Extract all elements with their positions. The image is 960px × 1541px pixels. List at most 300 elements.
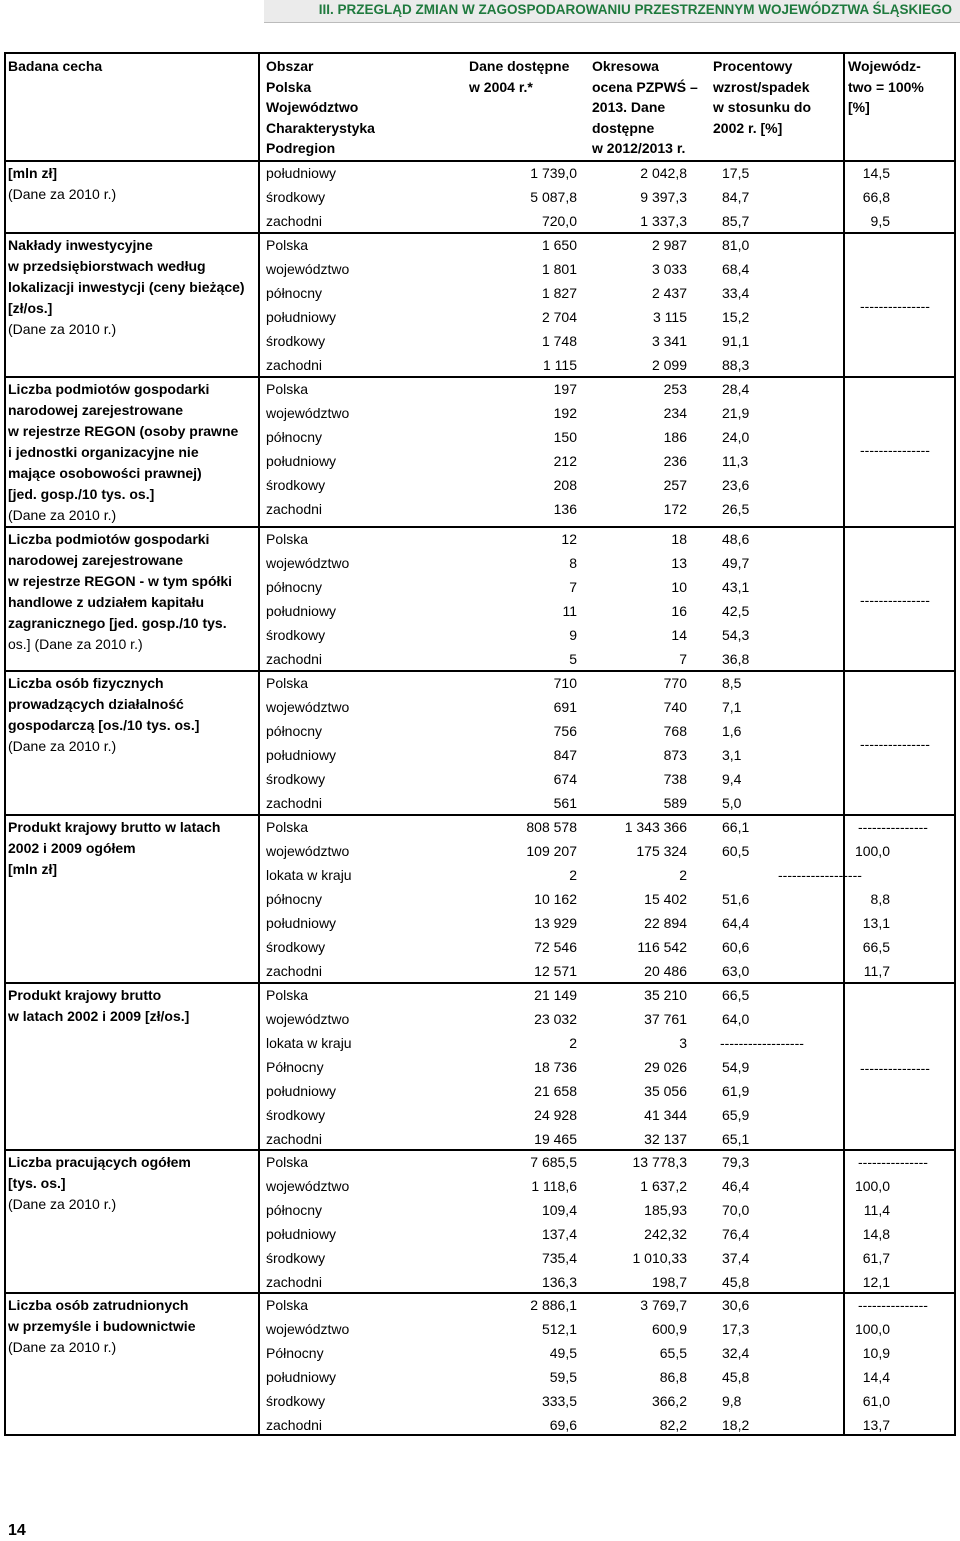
area-cell: południowy xyxy=(266,1226,337,1242)
area-cell: północny xyxy=(266,1202,323,1218)
area-cell: Polska xyxy=(266,381,309,397)
share-dash: --------------- xyxy=(860,442,930,458)
change-cell: 85,7 xyxy=(722,213,750,229)
feature-label-line: Nakłady inwestycyjne xyxy=(8,237,153,253)
change-cell: 88,3 xyxy=(722,357,750,373)
value-2004-cell: 11 xyxy=(562,603,577,619)
header-area-line: Podregion xyxy=(266,140,336,156)
group-divider xyxy=(4,670,956,672)
header-share xyxy=(848,56,924,118)
header-area-line: Charakterystyka xyxy=(266,119,375,136)
change-cell: 54,3 xyxy=(722,627,750,643)
feature-label-line: w rejestrze REGON - w tym spółki xyxy=(8,573,233,589)
value-pzpws-cell: 242,32 xyxy=(644,1226,687,1242)
change-cell: ------------------ xyxy=(778,867,862,883)
area-cell: północny xyxy=(266,891,323,907)
feature-label-line: (Dane za 2010 r.) xyxy=(8,1196,117,1212)
change-cell: 60,5 xyxy=(722,843,750,859)
value-2004-cell: 19 465 xyxy=(534,1131,577,1147)
feature-label-line: mające osobowości prawnej) xyxy=(8,465,202,481)
feature-label xyxy=(8,379,258,526)
change-cell: 3,1 xyxy=(722,747,742,763)
share-cell: 12,1 xyxy=(862,1274,890,1290)
value-2004-cell: 512,1 xyxy=(541,1321,577,1337)
value-2004-cell: 2 xyxy=(569,1035,577,1051)
change-cell: 66,1 xyxy=(722,819,750,835)
area-cell: województwo xyxy=(266,555,350,571)
value-2004-cell: 5 087,8 xyxy=(530,189,577,205)
header-change-line: 2002 r. [%] xyxy=(713,119,783,136)
change-cell: 28,4 xyxy=(722,381,750,397)
feature-label-line: [mln zł] xyxy=(8,165,57,181)
area-cell: Polska xyxy=(266,531,309,547)
feature-label-line: lokalizacji inwestycji (ceny bieżące) xyxy=(8,279,245,295)
header-share-line: two = 100% xyxy=(848,78,924,95)
value-pzpws-cell: 3 xyxy=(679,1035,687,1051)
value-2004-cell: 847 xyxy=(553,747,577,763)
header-change-line: w stosunku do xyxy=(713,99,811,115)
value-2004-cell: 7 xyxy=(569,579,577,595)
share-cell: --------------- xyxy=(858,1297,928,1313)
value-2004-cell: 720,0 xyxy=(541,213,577,229)
feature-label xyxy=(8,529,258,655)
value-pzpws-cell: 13 xyxy=(671,555,687,571)
value-2004-cell: 49,5 xyxy=(549,1345,577,1361)
share-cell: 14,5 xyxy=(862,165,890,181)
feature-label-line: [jed. gosp./10 tys. os.] xyxy=(8,486,155,502)
value-pzpws-cell: 37 761 xyxy=(644,1011,687,1027)
value-pzpws-cell: 186 xyxy=(663,429,687,445)
feature-label-line: (Dane za 2010 r.) xyxy=(8,321,117,337)
value-pzpws-cell: 82,2 xyxy=(659,1417,687,1433)
header-share-line: [%] xyxy=(848,99,870,115)
feature-label xyxy=(8,673,258,757)
feature-label-line: (Dane za 2010 r.) xyxy=(8,507,117,523)
value-pzpws-cell: 22 894 xyxy=(644,915,687,931)
value-2004-cell: 691 xyxy=(553,699,577,715)
value-pzpws-cell: 2 042,8 xyxy=(640,165,687,181)
value-2004-cell: 137,4 xyxy=(541,1226,577,1242)
feature-label-line: gospodarczą [os./10 tys. os.] xyxy=(8,717,200,733)
area-cell: województwo xyxy=(266,405,350,421)
change-cell: 61,9 xyxy=(722,1083,750,1099)
change-cell: 65,9 xyxy=(722,1107,750,1123)
group-divider xyxy=(4,1292,956,1294)
group-divider xyxy=(4,1149,956,1151)
header-change-line: Procentowy xyxy=(713,58,793,74)
value-2004-cell: 150 xyxy=(553,429,577,445)
header-feature-line: Badana cecha xyxy=(8,58,103,74)
change-cell: 5,0 xyxy=(722,795,742,811)
value-2004-cell: 212 xyxy=(553,453,577,469)
header-pzpws-line: dostępne xyxy=(592,119,655,136)
area-cell: lokata w kraju xyxy=(266,1035,352,1051)
change-cell: 18,2 xyxy=(722,1417,750,1433)
area-cell: zachodni xyxy=(266,1274,323,1290)
value-2004-cell: 1 748 xyxy=(541,333,577,349)
running-header xyxy=(264,0,960,23)
change-cell: 48,6 xyxy=(722,531,750,547)
group-divider xyxy=(4,982,956,984)
change-cell: 65,1 xyxy=(722,1131,750,1147)
change-cell: 68,4 xyxy=(722,261,750,277)
area-cell: zachodni xyxy=(266,963,323,979)
feature-label xyxy=(8,163,258,205)
change-cell: 45,8 xyxy=(722,1274,750,1290)
area-cell: Polska xyxy=(266,675,309,691)
change-cell: 21,9 xyxy=(722,405,750,421)
change-cell: 64,4 xyxy=(722,915,750,931)
feature-label-line: Liczba osób fizycznych xyxy=(8,675,164,691)
value-2004-cell: 24 928 xyxy=(534,1107,577,1123)
area-cell: województwo xyxy=(266,1321,350,1337)
value-2004-cell: 12 xyxy=(561,531,577,547)
value-2004-cell: 735,4 xyxy=(541,1250,577,1266)
value-2004-cell: 5 xyxy=(569,651,577,667)
area-cell: południowy xyxy=(266,453,337,469)
header-pzpws-line: ocena PZPWŚ – xyxy=(592,78,698,95)
value-pzpws-cell: 65,5 xyxy=(659,1345,687,1361)
value-pzpws-cell: 3 033 xyxy=(651,261,687,277)
header-pzpws-line: 2013. Dane xyxy=(592,99,666,115)
feature-label-line: w przemyśle i budownictwie xyxy=(8,1318,196,1334)
area-cell: południowy xyxy=(266,1083,337,1099)
share-cell: 61,7 xyxy=(862,1250,890,1266)
value-2004-cell: 1 650 xyxy=(541,237,577,253)
share-cell: 100,0 xyxy=(854,843,890,859)
feature-label-line: (Dane za 2010 r.) xyxy=(8,1339,117,1355)
feature-label-line: prowadzących działalność xyxy=(8,696,184,712)
value-2004-cell: 72 546 xyxy=(534,939,577,955)
area-cell: środkowy xyxy=(266,333,326,349)
group-divider xyxy=(4,232,956,234)
value-2004-cell: 21 658 xyxy=(534,1083,577,1099)
value-2004-cell: 136 xyxy=(553,501,577,517)
header-area xyxy=(266,56,375,159)
value-2004-cell: 136,3 xyxy=(541,1274,577,1290)
area-cell: północny xyxy=(266,723,323,739)
feature-label-line: Liczba podmiotów gospodarki xyxy=(8,531,210,547)
value-pzpws-cell: 7 xyxy=(679,651,687,667)
area-cell: Polska xyxy=(266,237,309,253)
feature-label-line: handlowe z udziałem kapitału xyxy=(8,594,205,610)
header-pzpws xyxy=(592,56,698,159)
feature-label-line: narodowej zarejestrowane xyxy=(8,552,184,568)
share-dash: --------------- xyxy=(860,1060,930,1076)
value-2004-cell: 756 xyxy=(553,723,577,739)
header-change xyxy=(713,56,811,138)
change-cell: 17,5 xyxy=(722,165,750,181)
area-cell: środkowy xyxy=(266,477,326,493)
change-cell: ------------------ xyxy=(720,1035,804,1051)
value-pzpws-cell: 14 xyxy=(671,627,687,643)
feature-label-line: w latach 2002 i 2009 [zł/os.] xyxy=(8,1008,190,1024)
value-pzpws-cell: 41 344 xyxy=(644,1107,687,1123)
change-cell: 17,3 xyxy=(722,1321,750,1337)
share-cell: 14,8 xyxy=(862,1226,890,1242)
value-2004-cell: 7 685,5 xyxy=(530,1154,577,1170)
area-cell: województwo xyxy=(266,699,350,715)
value-pzpws-cell: 116 542 xyxy=(637,939,687,955)
value-2004-cell: 197 xyxy=(553,381,577,397)
feature-label-line: Produkt krajowy brutto xyxy=(8,987,162,1003)
area-cell: środkowy xyxy=(266,627,326,643)
share-cell: --------------- xyxy=(858,819,928,835)
change-cell: 51,6 xyxy=(722,891,750,907)
value-2004-cell: 333,5 xyxy=(541,1393,577,1409)
value-2004-cell: 192 xyxy=(553,405,577,421)
feature-label-line: Liczba podmiotów gospodarki xyxy=(8,381,210,397)
value-2004-cell: 69,6 xyxy=(549,1417,577,1433)
area-cell: Północny xyxy=(266,1345,324,1361)
feature-label xyxy=(8,1295,258,1358)
feature-label-line: i jednostki organizacyjne nie xyxy=(8,444,199,460)
area-cell: województwo xyxy=(266,1178,350,1194)
feature-label xyxy=(8,817,258,880)
value-pzpws-cell: 35 056 xyxy=(644,1083,687,1099)
change-cell: 64,0 xyxy=(722,1011,750,1027)
feature-label-line: zagranicznego [jed. gosp./10 tys. xyxy=(8,615,227,631)
value-pzpws-cell: 589 xyxy=(663,795,687,811)
value-pzpws-cell: 768 xyxy=(663,723,687,739)
feature-label-line: w przedsiębiorstwach według xyxy=(8,258,206,274)
value-2004-cell: 18 736 xyxy=(534,1059,577,1075)
change-cell: 32,4 xyxy=(722,1345,750,1361)
value-2004-cell: 1 801 xyxy=(541,261,577,277)
change-cell: 70,0 xyxy=(722,1202,750,1218)
group-divider xyxy=(4,376,956,378)
value-pzpws-cell: 873 xyxy=(663,747,687,763)
value-2004-cell: 1 118,6 xyxy=(531,1178,577,1194)
area-cell: województwo xyxy=(266,261,350,277)
header-area-line: Obszar xyxy=(266,58,314,74)
group-divider xyxy=(4,814,956,816)
value-2004-cell: 109,4 xyxy=(541,1202,577,1218)
area-cell: zachodni xyxy=(266,1417,323,1433)
value-pzpws-cell: 9 397,3 xyxy=(640,189,687,205)
change-cell: 60,6 xyxy=(722,939,750,955)
area-cell: środkowy xyxy=(266,189,326,205)
header-feature xyxy=(8,56,102,77)
value-pzpws-cell: 2 099 xyxy=(651,357,687,373)
area-cell: zachodni xyxy=(266,357,323,373)
value-pzpws-cell: 29 026 xyxy=(644,1059,687,1075)
running-header-title: III. PRZEGLĄD ZMIAN W ZAGOSPODAROWANIU PRZESTRZENNYM WOJEWÓDZTWA ŚLĄSKIEGO xyxy=(318,2,952,17)
header-share-line: Wojewódz- xyxy=(848,58,921,74)
value-2004-cell: 674 xyxy=(553,771,577,787)
feature-label xyxy=(8,235,258,340)
area-cell: Polska xyxy=(266,1154,309,1170)
area-cell: północny xyxy=(266,579,323,595)
value-pzpws-cell: 3 769,7 xyxy=(640,1297,687,1313)
change-cell: 9,8 xyxy=(722,1393,742,1409)
feature-label-line: [tys. os.] xyxy=(8,1175,66,1191)
area-cell: południowy xyxy=(266,309,337,325)
change-cell: 42,5 xyxy=(722,603,750,619)
header-area-line: Polska xyxy=(266,78,312,95)
area-cell: zachodni xyxy=(266,501,323,517)
area-cell: środkowy xyxy=(266,1107,326,1123)
value-pzpws-cell: 32 137 xyxy=(644,1131,687,1147)
share-cell: 9,5 xyxy=(870,213,890,229)
value-2004-cell: 10 162 xyxy=(534,891,577,907)
value-pzpws-cell: 185,93 xyxy=(644,1202,687,1218)
value-2004-cell: 710 xyxy=(553,675,577,691)
share-cell: 14,4 xyxy=(862,1369,890,1385)
group-divider xyxy=(4,526,956,528)
value-pzpws-cell: 2 437 xyxy=(651,285,687,301)
area-cell: Polska xyxy=(266,819,309,835)
value-2004-cell: 1 827 xyxy=(541,285,577,301)
header-data-2004 xyxy=(469,56,569,97)
area-cell: województwo xyxy=(266,1011,350,1027)
change-cell: 33,4 xyxy=(722,285,750,301)
value-2004-cell: 59,5 xyxy=(549,1369,577,1385)
value-pzpws-cell: 366,2 xyxy=(651,1393,687,1409)
value-pzpws-cell: 600,9 xyxy=(651,1321,687,1337)
area-cell: północny xyxy=(266,285,323,301)
area-cell: południowy xyxy=(266,165,337,181)
share-dash: --------------- xyxy=(860,298,930,314)
value-2004-cell: 12 571 xyxy=(534,963,577,979)
value-2004-cell: 9 xyxy=(569,627,577,643)
change-cell: 63,0 xyxy=(722,963,750,979)
value-pzpws-cell: 1 343 366 xyxy=(624,819,687,835)
share-cell: 100,0 xyxy=(854,1178,890,1194)
change-cell: 54,9 xyxy=(722,1059,750,1075)
area-cell: Północny xyxy=(266,1059,324,1075)
area-cell: zachodni xyxy=(266,213,323,229)
change-cell: 36,8 xyxy=(722,651,750,667)
column-divider xyxy=(258,52,260,1436)
header-data-2004-line: w 2004 r.* xyxy=(469,78,533,95)
feature-label-line: 2002 i 2009 ogółem xyxy=(8,840,136,856)
share-cell: 66,5 xyxy=(862,939,890,955)
value-pzpws-cell: 16 xyxy=(671,603,687,619)
value-2004-cell: 8 xyxy=(569,555,577,571)
change-cell: 9,4 xyxy=(722,771,742,787)
value-pzpws-cell: 175 324 xyxy=(636,843,687,859)
share-cell: 61,0 xyxy=(862,1393,890,1409)
share-cell: 13,1 xyxy=(862,915,890,931)
area-cell: Polska xyxy=(266,987,309,1003)
change-cell: 46,4 xyxy=(722,1178,750,1194)
feature-label-line: Liczba pracujących ogółem xyxy=(8,1154,191,1170)
value-2004-cell: 21 149 xyxy=(534,987,577,1003)
value-2004-cell: 1 739,0 xyxy=(530,165,577,181)
feature-label-line: Produkt krajowy brutto w latach xyxy=(8,819,221,835)
feature-label-line: (Dane za 2010 r.) xyxy=(8,738,117,754)
change-cell: 76,4 xyxy=(722,1226,750,1242)
share-cell: 11,4 xyxy=(863,1202,890,1218)
value-pzpws-cell: 236 xyxy=(663,453,687,469)
value-2004-cell: 23 032 xyxy=(534,1011,577,1027)
change-cell: 24,0 xyxy=(722,429,750,445)
area-cell: południowy xyxy=(266,747,337,763)
share-dash: --------------- xyxy=(860,592,930,608)
share-cell: 11,7 xyxy=(863,963,890,979)
value-2004-cell: 2 704 xyxy=(541,309,577,325)
change-cell: 15,2 xyxy=(722,309,750,325)
value-pzpws-cell: 10 xyxy=(671,579,687,595)
value-pzpws-cell: 738 xyxy=(663,771,687,787)
share-dash: --------------- xyxy=(860,736,930,752)
area-cell: województwo xyxy=(266,843,350,859)
area-cell: Polska xyxy=(266,1297,309,1313)
header-pzpws-line: Okresowa xyxy=(592,58,659,74)
value-pzpws-cell: 253 xyxy=(663,381,687,397)
value-pzpws-cell: 18 xyxy=(671,531,687,547)
change-cell: 23,6 xyxy=(722,477,750,493)
area-cell: środkowy xyxy=(266,771,326,787)
share-cell: 100,0 xyxy=(854,1321,890,1337)
area-cell: zachodni xyxy=(266,651,323,667)
value-pzpws-cell: 740 xyxy=(663,699,687,715)
value-pzpws-cell: 1 010,33 xyxy=(632,1250,687,1266)
area-cell: środkowy xyxy=(266,1393,326,1409)
area-cell: lokata w kraju xyxy=(266,867,352,883)
feature-label-line: os.] (Dane za 2010 r.) xyxy=(8,636,143,652)
change-cell: 1,6 xyxy=(722,723,742,739)
feature-label-line: [mln zł] xyxy=(8,861,57,877)
value-2004-cell: 2 886,1 xyxy=(530,1297,577,1313)
change-cell: 91,1 xyxy=(722,333,750,349)
change-cell: 81,0 xyxy=(722,237,750,253)
feature-label xyxy=(8,1152,258,1215)
value-pzpws-cell: 1 637,2 xyxy=(640,1178,687,1194)
value-pzpws-cell: 13 778,3 xyxy=(632,1154,687,1170)
area-cell: zachodni xyxy=(266,795,323,811)
feature-label xyxy=(8,985,258,1027)
change-cell: 30,6 xyxy=(722,1297,750,1313)
change-cell: 79,3 xyxy=(722,1154,750,1170)
value-pzpws-cell: 234 xyxy=(663,405,687,421)
header-divider xyxy=(4,160,956,162)
change-cell: 66,5 xyxy=(722,987,750,1003)
value-2004-cell: 561 xyxy=(553,795,577,811)
value-pzpws-cell: 198,7 xyxy=(651,1274,687,1290)
value-pzpws-cell: 20 486 xyxy=(644,963,687,979)
value-pzpws-cell: 172 xyxy=(663,501,687,517)
value-pzpws-cell: 15 402 xyxy=(644,891,687,907)
share-cell: --------------- xyxy=(858,1154,928,1170)
change-cell: 45,8 xyxy=(722,1369,750,1385)
change-cell: 37,4 xyxy=(722,1250,750,1266)
feature-label-line: (Dane za 2010 r.) xyxy=(8,186,117,202)
feature-label-line: Liczba osób zatrudnionych xyxy=(8,1297,189,1313)
value-pzpws-cell: 2 xyxy=(679,867,687,883)
share-cell: 8,8 xyxy=(870,891,890,907)
change-cell: 8,5 xyxy=(722,675,742,691)
area-cell: zachodni xyxy=(266,1131,323,1147)
value-2004-cell: 808 578 xyxy=(526,819,577,835)
value-pzpws-cell: 257 xyxy=(663,477,687,493)
area-cell: południowy xyxy=(266,1369,337,1385)
value-pzpws-cell: 1 337,3 xyxy=(640,213,687,229)
area-cell: środkowy xyxy=(266,1250,326,1266)
feature-label-line: narodowej zarejestrowane xyxy=(8,402,184,418)
value-2004-cell: 109 207 xyxy=(526,843,577,859)
area-cell: południowy xyxy=(266,603,337,619)
value-pzpws-cell: 86,8 xyxy=(659,1369,687,1385)
header-data-2004-line: Dane dostępne xyxy=(469,58,570,74)
header-area-line: Województwo xyxy=(266,99,359,115)
value-2004-cell: 1 115 xyxy=(543,357,577,373)
change-cell: 49,7 xyxy=(722,555,750,571)
value-pzpws-cell: 3 341 xyxy=(651,333,687,349)
value-pzpws-cell: 770 xyxy=(663,675,687,691)
area-cell: północny xyxy=(266,429,323,445)
